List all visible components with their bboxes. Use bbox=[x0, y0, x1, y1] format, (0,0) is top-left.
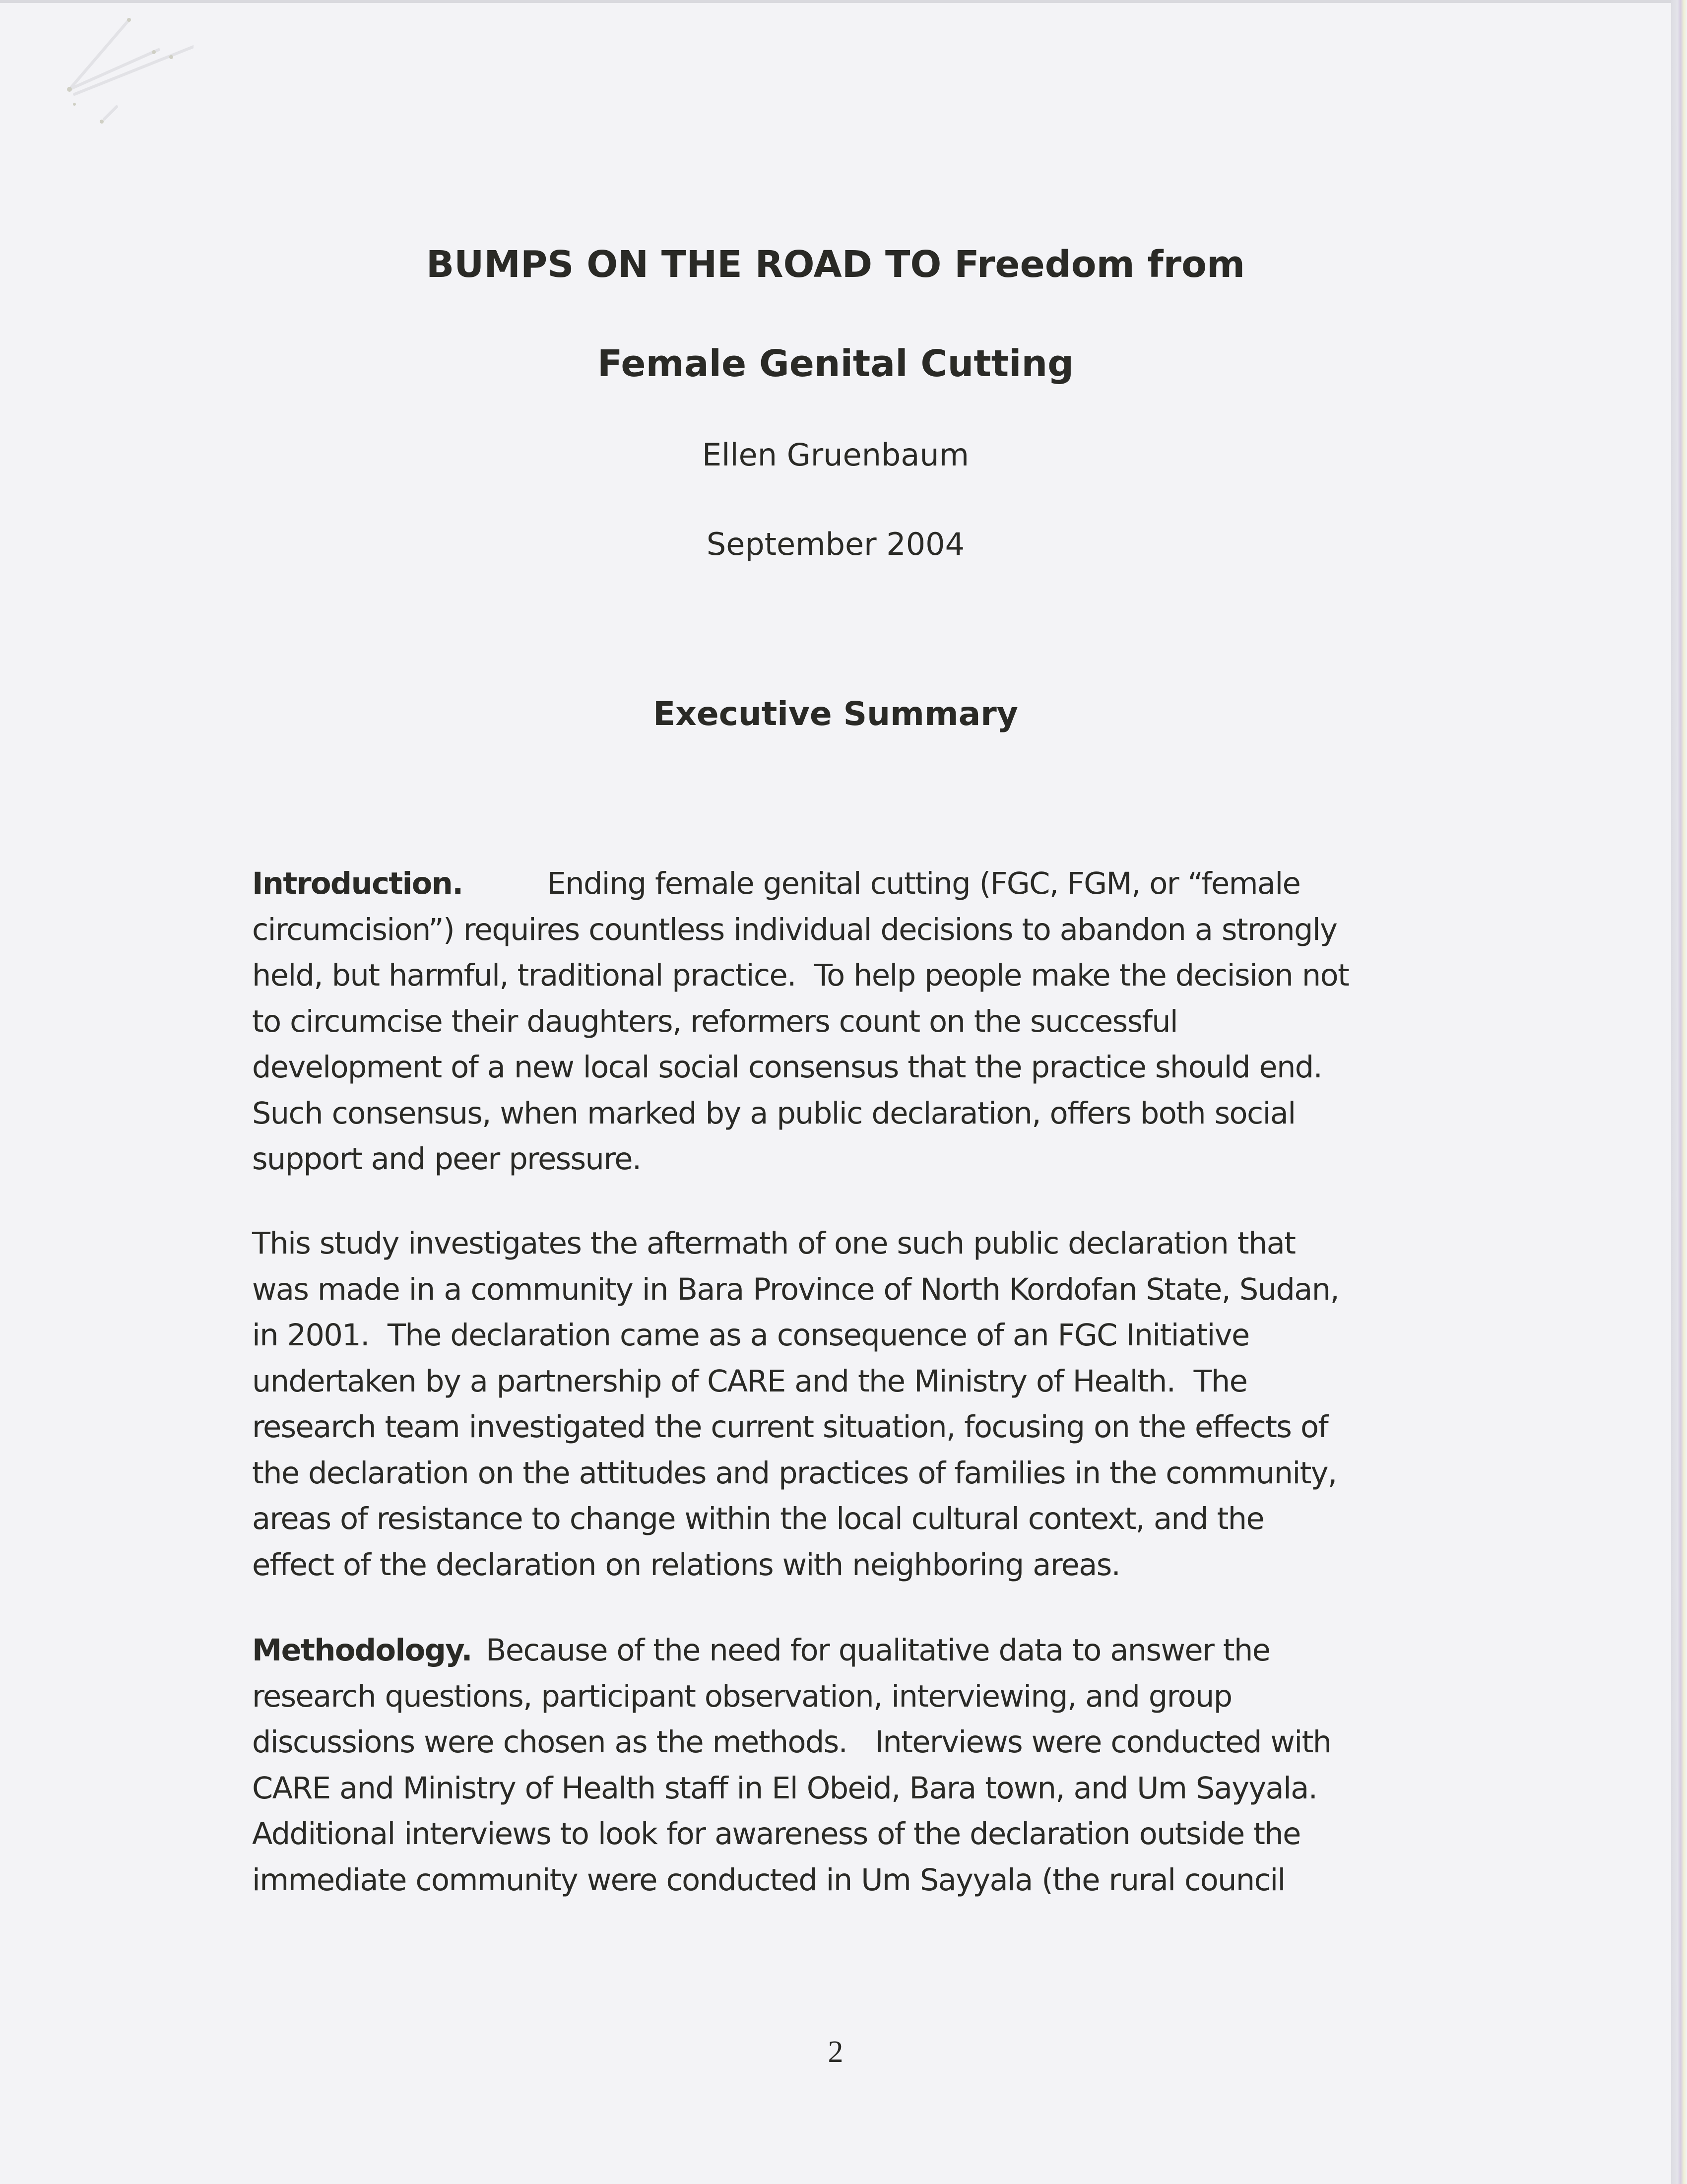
paragraph-line: areas of resistance to change within the local cultural context, and the bbox=[252, 1502, 1264, 1536]
paragraph-line: discussions were chosen as the methods. Interviews were conducted with bbox=[252, 1725, 1331, 1760]
paragraph-line: to circumcise their daughters, reformers count on the successful bbox=[252, 1004, 1178, 1039]
paragraph-lead-label: Methodology. bbox=[252, 1633, 472, 1668]
author-name: Ellen Gruenbaum bbox=[702, 437, 970, 473]
paragraph-line: in 2001. The declaration came as a consequence of an FGC Initiative bbox=[252, 1318, 1249, 1353]
paragraph-line: Methodology. Because of the need for qualitative data to answer the bbox=[252, 1633, 1270, 1668]
page-right-edge bbox=[1671, 0, 1687, 2184]
paragraph-line: effect of the declaration on relations with neighboring areas. bbox=[252, 1547, 1120, 1583]
document-title-line-1: BUMPS ON THE ROAD TO Freedom from bbox=[426, 243, 1245, 286]
page-top-edge bbox=[0, 0, 1671, 3]
paragraph-line: Additional interviews to look for awareness of the declaration outside the bbox=[252, 1817, 1300, 1852]
paragraph-line: research questions, participant observation, interviewing, and group bbox=[252, 1679, 1232, 1714]
paragraph-line: Such consensus, when marked by a public declaration, offers both social bbox=[252, 1096, 1296, 1131]
paragraph-line: This study investigates the aftermath of one such public declaration that bbox=[252, 1226, 1296, 1261]
page-number: 2 bbox=[828, 2035, 844, 2069]
paragraph-lead-label: Introduction. bbox=[252, 866, 463, 901]
paragraph-line: was made in a community in Bara Province of North Kordofan State, Sudan, bbox=[252, 1272, 1339, 1307]
staple-emboss-mark bbox=[30, 10, 194, 134]
paragraph-line: research team investigated the current situation, focusing on the effects of bbox=[252, 1410, 1328, 1445]
paragraph-introduction bbox=[252, 861, 1453, 1183]
paragraph-line: held, but harmful, traditional practice. To help people make the decision not bbox=[252, 958, 1349, 993]
paragraph-study bbox=[252, 1221, 1453, 1588]
paragraph-line: the declaration on the attitudes and practices of families in the community, bbox=[252, 1456, 1337, 1491]
paragraph-line: undertaken by a partnership of CARE and the Ministry of Health. The bbox=[252, 1364, 1247, 1399]
paragraph-line: CARE and Ministry of Health staff in El Obeid, Bara town, and Um Sayyala. bbox=[252, 1771, 1317, 1806]
paragraph-line: support and peer pressure. bbox=[252, 1142, 641, 1177]
document-title-line-2: Female Genital Cutting bbox=[597, 342, 1074, 385]
paragraph-methodology bbox=[252, 1628, 1453, 1903]
paragraph-line: circumcision”) requires countless individual decisions to abandon a strongly bbox=[252, 912, 1337, 947]
paragraph-line: Introduction. Ending female genital cutting (FGC, FGM, or “female bbox=[252, 866, 1300, 901]
paragraph-line: immediate community were conducted in Um Sayyala (the rural council bbox=[252, 1862, 1285, 1898]
document-date: September 2004 bbox=[706, 526, 965, 562]
section-heading: Executive Summary bbox=[653, 695, 1018, 733]
paragraph-line: development of a new local social consensus that the practice should end. bbox=[252, 1050, 1322, 1085]
